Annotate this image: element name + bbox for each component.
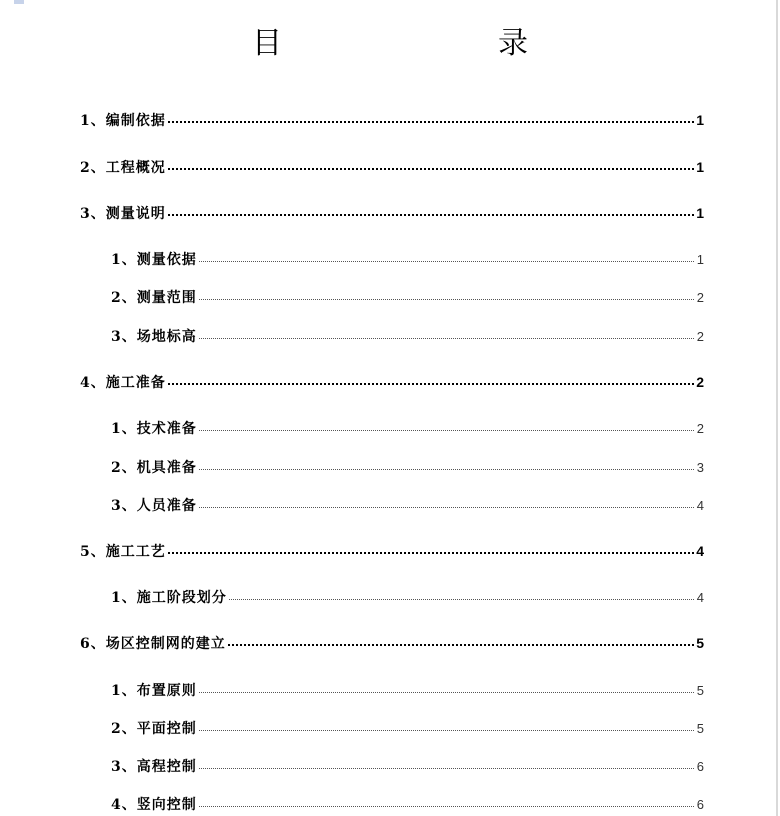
toc-entry-label: 4、竖向控制 [111,797,197,813]
toc-page-number: 2 [696,329,704,344]
toc-leader-dots [168,121,694,123]
toc-leader-dots [229,599,694,600]
toc-entry-label: 3、人员准备 [111,498,197,514]
toc-page-number: 6 [696,759,704,774]
toc-page-number: 6 [696,797,704,812]
toc-leader-dots [168,552,694,554]
toc-page-number: 2 [696,290,704,305]
toc-page-number: 5 [696,635,704,651]
toc-entry-label: 1、测量依据 [111,252,197,268]
toc-leader-dots [199,692,694,693]
toc-entry-level1[interactable] [80,157,704,177]
toc-title: 目 录 [252,26,580,61]
toc-entry-label: 5、施工工艺 [80,544,166,560]
toc-entry-level1[interactable] [80,633,704,653]
toc-entry-level2[interactable] [111,587,704,607]
toc-page-number: 2 [696,374,704,390]
toc-page-number: 4 [696,498,704,513]
toc-leader-dots [199,730,694,731]
toc-entry-level2[interactable] [111,287,704,307]
toc-page-number: 1 [696,112,704,128]
toc-page-number: 1 [696,159,704,175]
toc-page-number: 1 [696,205,704,221]
toc-leader-dots [199,299,694,300]
toc-entry-level1[interactable] [80,110,704,130]
toc-entry-level2[interactable] [111,326,704,346]
toc-entry-label: 6、场区控制网的建立 [80,636,226,652]
toc-leader-dots [199,261,694,262]
toc-page-number: 2 [696,421,704,436]
toc-entry-level2[interactable] [111,718,704,738]
toc-leader-dots [199,469,694,470]
toc-entry-label: 1、编制依据 [80,113,166,129]
toc-leader-dots [199,806,694,807]
toc-entry-level2[interactable] [111,680,704,700]
toc-entry-label: 1、技术准备 [111,421,197,437]
toc-leader-dots [168,383,694,385]
toc-entry-label: 4、施工准备 [80,375,166,391]
page-corner-marker [14,0,24,4]
page-edge [776,0,778,816]
toc-entry-level1[interactable] [80,541,704,561]
toc-page-number: 1 [696,252,704,267]
toc-leader-dots [199,768,694,769]
toc-entry-level1[interactable] [80,372,704,392]
toc-page-number: 5 [696,721,704,736]
toc-leader-dots [168,168,694,170]
toc-entry-label: 1、施工阶段划分 [111,590,227,606]
toc-entry-level2[interactable] [111,756,704,776]
toc-entry-label: 3、测量说明 [80,206,166,222]
toc-page-number: 3 [696,460,704,475]
toc-page-number: 5 [696,683,704,698]
toc-leader-dots [199,507,694,508]
toc-leader-dots [168,214,694,216]
toc-leader-dots [199,338,694,339]
toc-entry-level2[interactable] [111,794,704,814]
toc-entry-level2[interactable] [111,495,704,515]
toc-entry-label: 3、场地标高 [111,329,197,345]
toc-entry-label: 3、高程控制 [111,759,197,775]
toc-leader-dots [228,644,694,646]
toc-entry-level2[interactable] [111,249,704,269]
toc-entry-label: 2、工程概况 [80,160,166,176]
toc-entry-label: 2、测量范围 [111,290,197,306]
toc-page-number: 4 [696,543,704,559]
toc-page-number: 4 [696,590,704,605]
toc-leader-dots [199,430,694,431]
toc-entry-level1[interactable] [80,203,704,223]
toc-entry-level2[interactable] [111,418,704,438]
toc-entry-label: 2、平面控制 [111,721,197,737]
toc-entry-label: 2、机具准备 [111,460,197,476]
toc-entry-level2[interactable] [111,457,704,477]
toc-entry-label: 1、布置原则 [111,683,197,699]
